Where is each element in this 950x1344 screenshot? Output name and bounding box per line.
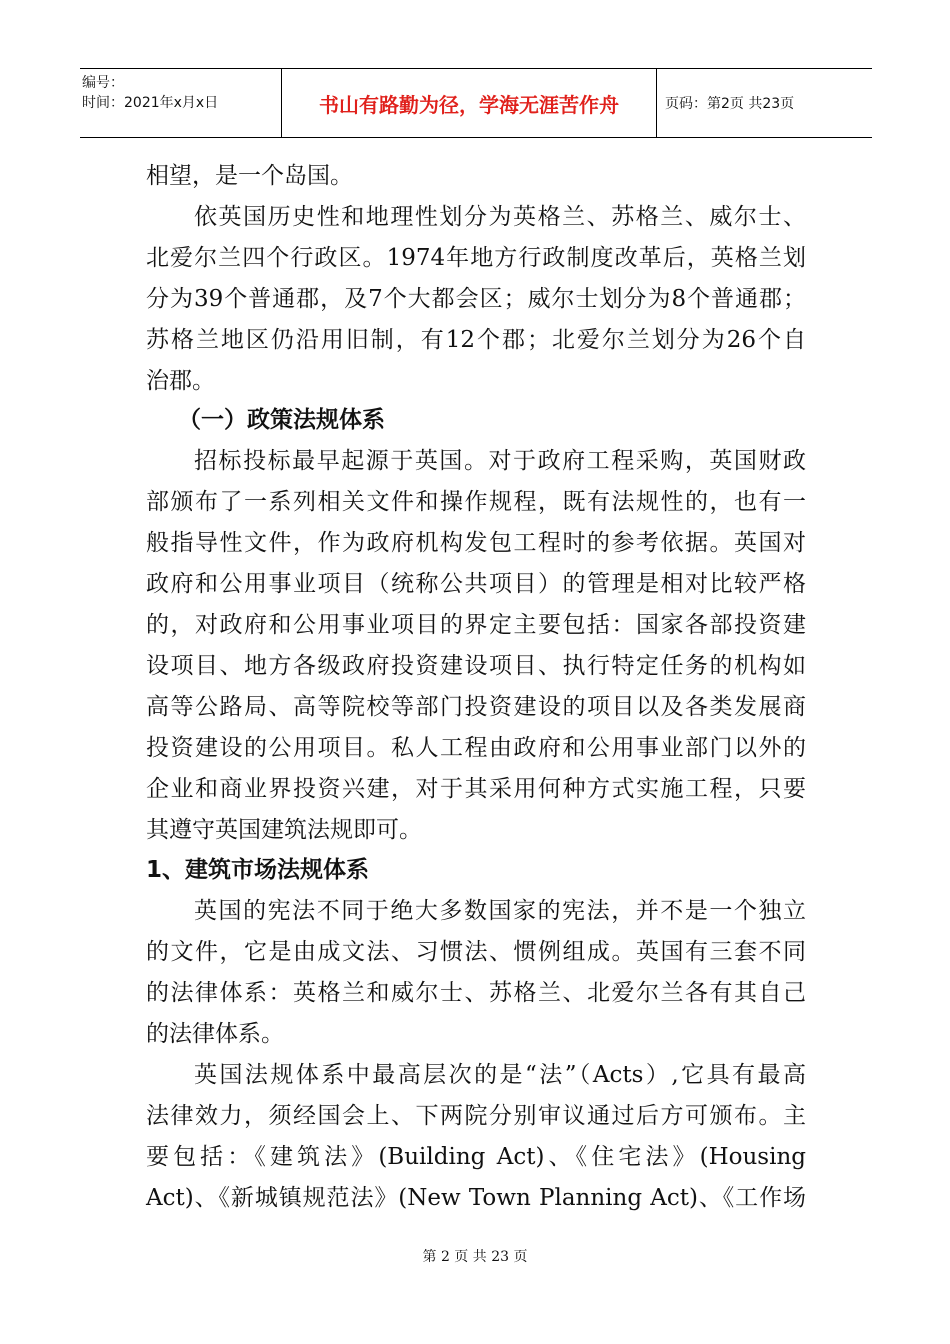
text-line: 的文件，它是由成文法、习惯法、惯例组成。英国有三套不同 [146, 939, 806, 965]
text-line: 要包括：《建筑法》(Building Act)、《住宅法》(Housing [146, 1144, 806, 1170]
page-header [80, 68, 872, 138]
text-line: 的法律体系：英格兰和威尔士、苏格兰、北爱尔兰各有其自己 [146, 980, 806, 1006]
section-heading: 1、建筑市场法规体系 [146, 857, 370, 883]
text-line: 苏格兰地区仍沿用旧制，有12个郡；北爱尔兰划分为26个自 [146, 327, 806, 353]
section-heading: （一）政策法规体系 [178, 407, 385, 433]
text-line: 依英国历史性和地理性划分为英格兰、苏格兰、威尔士、 [194, 204, 806, 230]
header-meta [80, 69, 282, 137]
text-line: 的，对政府和公用事业项目的界定主要包括：国家各部投资建 [146, 612, 806, 638]
header-page-label: 页码：第2页 共23页 [665, 96, 795, 112]
text-line: 分为39个普通郡，及7个大都会区；威尔士划分为8个普通郡； [146, 286, 806, 312]
text-line: 其遵守英国建筑法规即可。 [146, 817, 422, 843]
text-line: 设项目、地方各级政府投资建设项目、执行特定任务的机构如 [146, 653, 806, 679]
text-line: 的法律体系。 [146, 1021, 284, 1047]
text-line: 投资建设的公用项目。私人工程由政府和公用事业部门以外的 [146, 735, 806, 761]
text-line: 相望，是一个岛国。 [146, 163, 353, 189]
text-line: 北爱尔兰四个行政区。1974年地方行政制度改革后，英格兰划 [146, 245, 806, 271]
text-line: 招标投标最早起源于英国。对于政府工程采购，英国财政 [194, 448, 806, 474]
text-line: Act)、《新城镇规范法》(New Town Planning Act)、《工作场 [146, 1185, 806, 1211]
text-line: 治郡。 [146, 368, 215, 394]
text-line: 英国的宪法不同于绝大多数国家的宪法，并不是一个独立 [194, 898, 806, 924]
text-line: 企业和商业界投资兴建，对于其采用何种方式实施工程，只要 [146, 776, 806, 802]
text-line: 英国法规体系中最高层次的是“法”（Acts）,它具有最高 [194, 1062, 806, 1088]
text-line: 政府和公用事业项目（统称公共项目）的管理是相对比较严格 [146, 571, 806, 597]
text-line: 部颁布了一系列相关文件和操作规程，既有法规性的，也有一 [146, 489, 806, 515]
text-line: 般指导性文件，作为政府机构发包工程时的参考依据。英国对 [146, 530, 806, 556]
text-line: 高等公路局、高等院校等部门投资建设的项目以及各类发展商 [146, 694, 806, 720]
text-line: 法律效力，须经国会上、下两院分别审议通过后方可颁布。主 [146, 1103, 806, 1129]
header-motto: 书山有路勤为径，学海无涯苦作舟 [282, 69, 657, 137]
page-footer: 第 2 页 共 23 页 [422, 1249, 528, 1265]
code-label: 编号： [82, 75, 124, 91]
time-label: 时间：2021年x月x日 [82, 95, 219, 111]
